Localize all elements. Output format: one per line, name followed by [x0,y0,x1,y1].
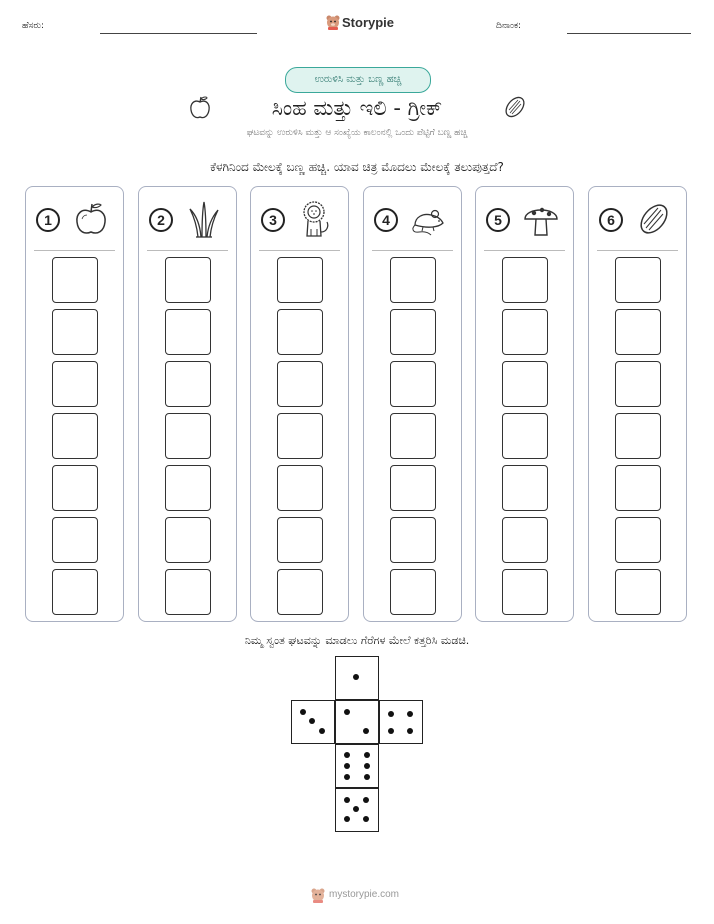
color-box[interactable] [277,257,323,303]
color-box[interactable] [165,465,211,511]
brand-name: Storypie [342,15,395,30]
color-box[interactable] [165,517,211,563]
color-box[interactable] [277,517,323,563]
color-box[interactable] [277,309,323,355]
color-box[interactable] [52,257,98,303]
bear-logo-icon [310,887,326,903]
grass-icon [184,199,224,239]
lion-icon [296,199,336,239]
die-pip [407,728,413,734]
color-box[interactable] [165,257,211,303]
color-box[interactable] [615,569,661,615]
column-header [476,187,573,249]
color-box[interactable] [615,257,661,303]
column-4 [363,186,462,622]
die-pip [353,806,359,812]
name-line[interactable] [100,33,257,34]
color-box[interactable] [390,361,436,407]
name-label: ಹೆಸರು: [22,21,45,31]
color-box[interactable] [390,465,436,511]
color-box[interactable] [502,361,548,407]
bear-logo-icon [325,14,341,30]
die-pip [364,774,370,780]
column-number: 4 [374,208,398,232]
footer [307,886,407,906]
die-pip [388,728,394,734]
die-pip [364,763,370,769]
apple-icon [71,199,111,239]
column-number: 2 [149,208,173,232]
color-box[interactable] [390,309,436,355]
column-number: 1 [36,208,60,232]
die-pip [407,711,413,717]
color-box[interactable] [52,309,98,355]
column-header [589,187,686,249]
color-box[interactable] [615,361,661,407]
column-5 [475,186,574,622]
color-box[interactable] [502,569,548,615]
seed-icon [634,199,674,239]
color-box[interactable] [390,569,436,615]
date-label: ದಿನಾಂಕ: [496,21,522,31]
mushroom-icon [521,199,561,239]
column-1 [25,186,124,622]
column-divider [372,250,453,251]
die-pip [363,797,369,803]
color-box[interactable] [502,257,548,303]
die-face-4 [379,700,423,744]
mouse-icon [409,199,449,239]
die-face-3 [291,700,335,744]
die-face-1 [335,700,379,744]
brand-logo [325,13,395,33]
column-divider [259,250,340,251]
footer-url[interactable]: mystorypie.com [329,889,400,900]
column-3 [250,186,349,622]
question-text: ಕೆಳಗಿನಿಂದ ಮೇಲಕ್ಕೆ ಬಣ್ಣ ಹಚ್ಚಿ. ಯಾವ ಚಿತ್ರ ಮೊದಲು ಮೇಲಕ್ಕೆ ತಲುಪುತ್ತದೆ? [210,160,504,174]
die-pip [344,816,350,822]
die-pip [353,674,359,680]
die-pip [388,711,394,717]
column-number: 6 [599,208,623,232]
color-box[interactable] [165,309,211,355]
column-divider [34,250,115,251]
die-pip [364,752,370,758]
subtitle: ಘಟವನ್ನು ಉರುಳಿಸಿ ಮತ್ತು ಆ ಸಂಖ್ಯೆಯ ಕಾಲಂನಲ್ಲಿ ಒಂದು ಪೆಟ್ಟಿಗೆ ಬಣ್ಣ ಹಚ್ಚಿ [246,128,468,138]
color-box[interactable] [615,517,661,563]
column-6 [588,186,687,622]
seed-outline-icon [502,94,528,120]
color-box[interactable] [52,413,98,459]
activity-tag: ಉರುಳಿಸಿ ಮತ್ತು ಬಣ್ಣ ಹಚ್ಚಿ [285,67,431,93]
die-pip [344,752,350,758]
die-pip [344,797,350,803]
die-instruction: ನಿಮ್ಮ ಸ್ವಂತ ಘಟವನ್ನು ಮಾಡಲು ಗೆರೆಗಳ ಮೇಲೆ ಕತ್ತರಿಸಿ ಮಡಚಿ. [244,634,470,647]
die-pip [309,718,315,724]
color-box[interactable] [615,309,661,355]
color-box[interactable] [277,465,323,511]
die-pip [300,709,306,715]
color-box[interactable] [277,569,323,615]
color-box[interactable] [52,361,98,407]
color-box[interactable] [165,413,211,459]
column-header [364,187,461,249]
color-box[interactable] [502,309,548,355]
color-box[interactable] [390,257,436,303]
die-pip [344,763,350,769]
column-number: 5 [486,208,510,232]
date-line[interactable] [567,33,691,34]
die-face-1 [335,656,379,700]
color-box[interactable] [502,517,548,563]
column-number: 3 [261,208,285,232]
page-title: ಸಿಂಹ ಮತ್ತು ಇಲಿ - ಗ್ರೀಕ್ [271,96,443,120]
color-box[interactable] [502,465,548,511]
column-divider [597,250,678,251]
die-pip [319,728,325,734]
color-box[interactable] [52,465,98,511]
color-box[interactable] [52,569,98,615]
apple-outline-icon [188,95,212,121]
color-box[interactable] [615,465,661,511]
column-header [26,187,123,249]
die-pip [363,728,369,734]
color-box[interactable] [165,569,211,615]
column-2 [138,186,237,622]
color-box[interactable] [277,361,323,407]
die-pip [344,774,350,780]
color-box[interactable] [52,517,98,563]
die-face-6 [335,744,379,788]
color-box[interactable] [615,413,661,459]
column-header [251,187,348,249]
column-divider [147,250,228,251]
color-box[interactable] [277,413,323,459]
die-face-5 [335,788,379,832]
color-box[interactable] [502,413,548,459]
column-header [139,187,236,249]
die-pip [363,816,369,822]
color-box[interactable] [165,361,211,407]
color-box[interactable] [390,413,436,459]
column-divider [484,250,565,251]
color-box[interactable] [390,517,436,563]
die-pip [344,709,350,715]
